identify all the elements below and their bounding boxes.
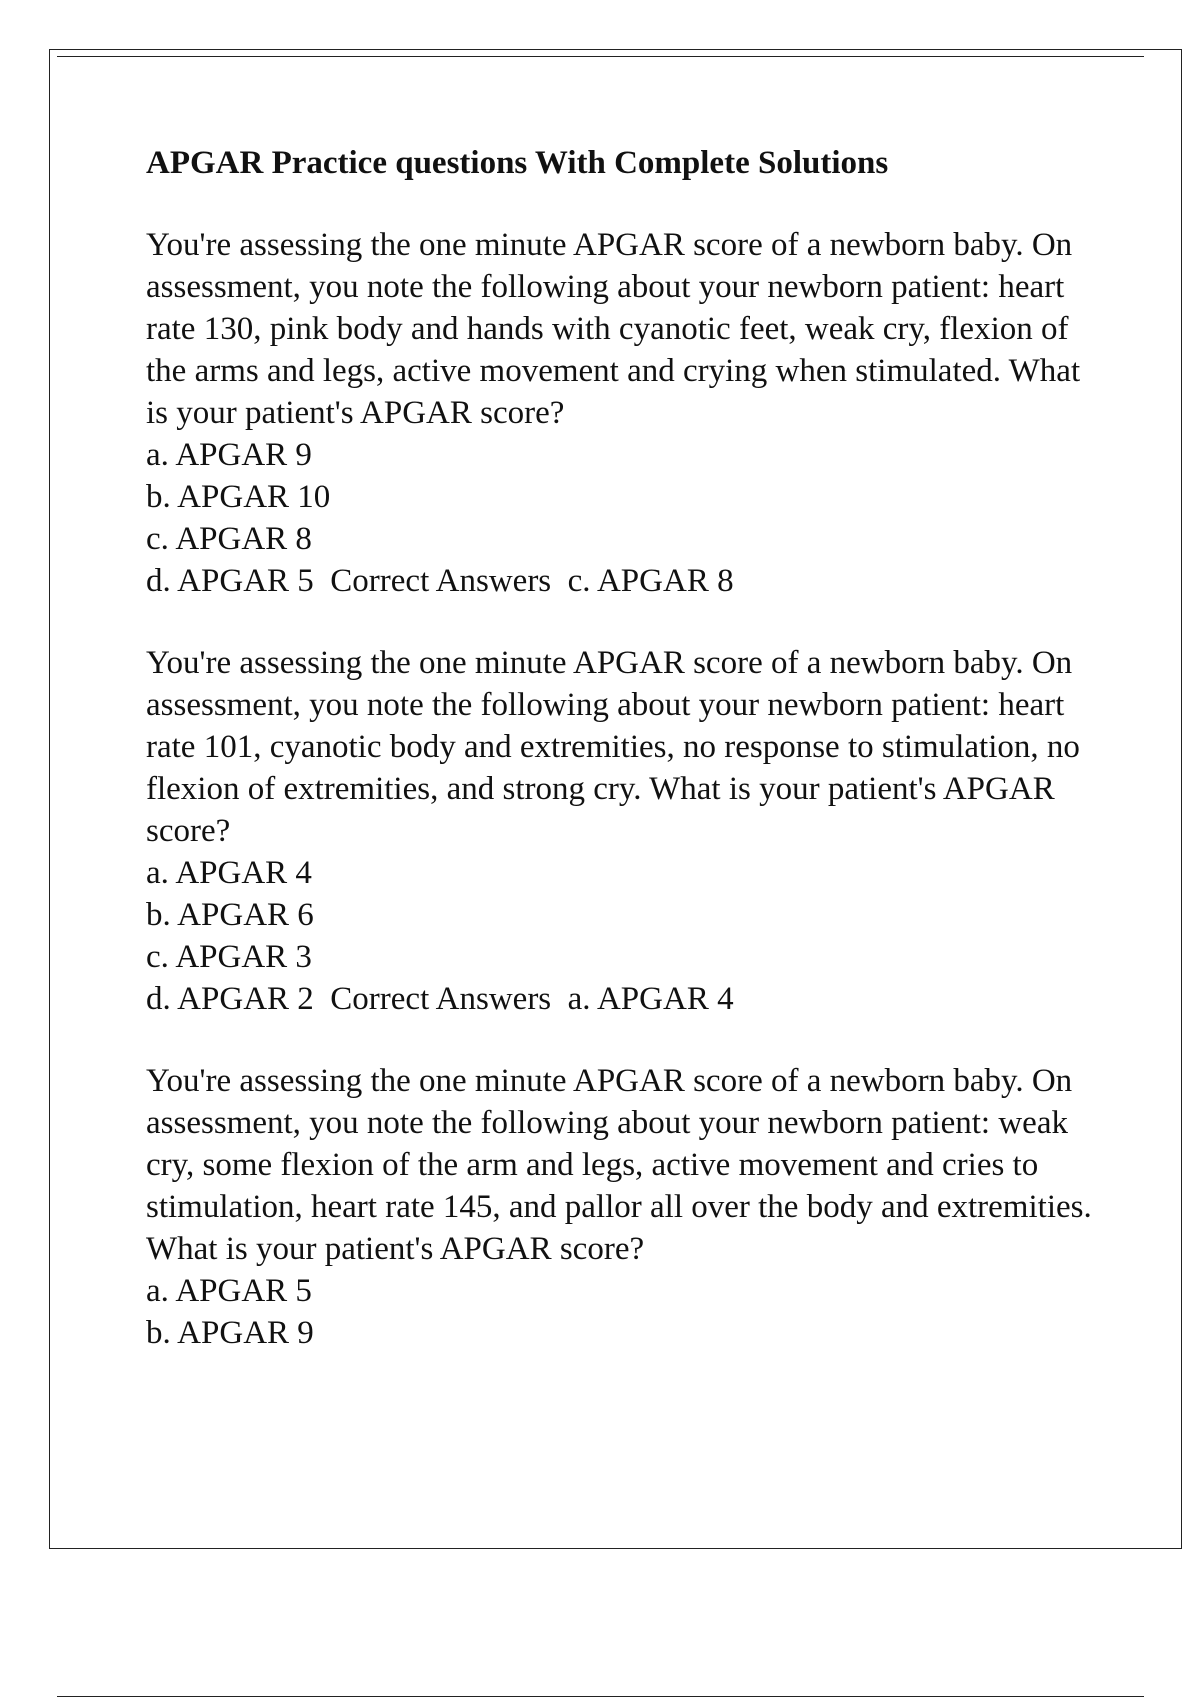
bottom-rule [57, 1696, 1144, 1697]
question-3 [146, 1060, 1106, 1354]
option-c: c. APGAR 3 [146, 939, 312, 975]
document-content [146, 142, 1106, 1394]
option-c: c. APGAR 8 [146, 521, 312, 557]
answer-options [146, 852, 1106, 1020]
option-a: a. APGAR 4 [146, 855, 312, 891]
option-a: a. APGAR 9 [146, 437, 312, 473]
option-b: b. APGAR 10 [146, 479, 331, 515]
option-b: b. APGAR 9 [146, 1315, 314, 1351]
question-stem: You're assessing the one minute APGAR score of a newborn baby. On assessment, you note the following about your newborn patient: heart rate 130, pink body and hands with cyanotic feet, weak cry, flexion of the arms and legs, active movement and crying when stimulated. What is your patient's APGAR score? [146, 227, 1081, 431]
option-b: b. APGAR 6 [146, 897, 314, 933]
document-title: APGAR Practice questions With Complete Solutions [146, 145, 889, 181]
question-2 [146, 642, 1106, 1020]
question-stem: You're assessing the one minute APGAR score of a newborn baby. On assessment, you note the following about your newborn patient: weak cry, some flexion of the arm and legs, active movement and cries to stimulation, heart rate 145, and pallor all over the body and extremities. What is your patient's APGAR score? [146, 1063, 1092, 1267]
answer-options [146, 1270, 1106, 1354]
question-stem: You're assessing the one minute APGAR score of a newborn baby. On assessment, you note the following about your newborn patient: heart rate 101, cyanotic body and extremities, no response to stimulation, no flexion of extremities, and strong cry. What is your patient's APGAR score? [146, 645, 1080, 849]
option-a: a. APGAR 5 [146, 1273, 312, 1309]
option-d-with-answer: d. APGAR 5 Correct Answers c. APGAR 8 [146, 563, 734, 599]
answer-options [146, 434, 1106, 602]
top-rule [57, 56, 1144, 57]
option-d-with-answer: d. APGAR 2 Correct Answers a. APGAR 4 [146, 981, 734, 1017]
question-1 [146, 224, 1106, 602]
